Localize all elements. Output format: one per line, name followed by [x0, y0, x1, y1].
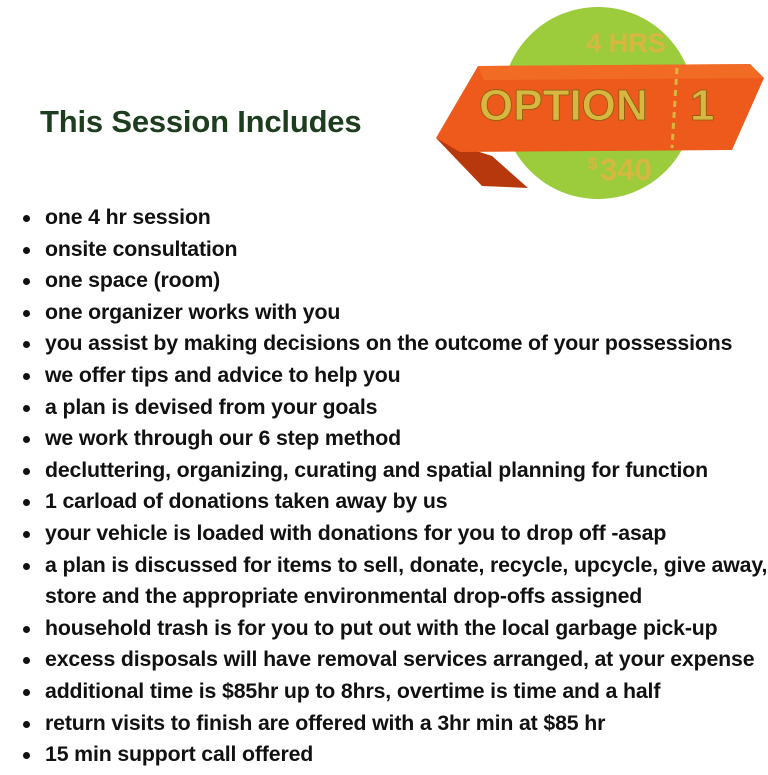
list-item: one 4 hr session: [45, 202, 768, 234]
list-item: 15 min support call offered: [45, 739, 768, 771]
list-item: 1 carload of donations taken away by us: [45, 486, 768, 518]
list-item: a plan is devised from your goals: [45, 392, 768, 424]
list-item: decluttering, organizing, curating and spatial planning for function: [45, 455, 768, 487]
ribbon-highlight: [478, 64, 764, 80]
list-item: one organizer works with you: [45, 297, 768, 329]
session-items-list: [0, 202, 768, 771]
list-item: we offer tips and advice to help you: [45, 360, 768, 392]
badge-price-symbol: $: [588, 154, 598, 173]
list-item: return visits to finish are offered with a 3hr min at $85 hr: [45, 708, 768, 740]
option-badge: [432, 6, 768, 202]
list-item: household trash is for you to put out with the local garbage pick-up: [45, 613, 768, 645]
badge-option: OPTION: [479, 81, 648, 130]
list-item: excess disposals will have removal services arranged, at your expense: [45, 644, 768, 676]
badge-price: 340: [600, 152, 652, 187]
list-item: one space (room): [45, 265, 768, 297]
badge-hours: 4 HRS: [586, 28, 666, 58]
list-item: a plan is discussed for items to sell, donate, recycle, upcycle, give away, store and the appropriate environmental drop-offs assigned: [45, 550, 768, 613]
list-item: we work through our 6 step method: [45, 423, 768, 455]
list-item: additional time is $85hr up to 8hrs, overtime is time and a half: [45, 676, 768, 708]
list-item: your vehicle is loaded with donations for you to drop off -asap: [45, 518, 768, 550]
list-item: you assist by making decisions on the outcome of your possessions: [45, 328, 768, 360]
option-badge-graphic: [432, 6, 768, 202]
page-title: This Session Includes: [40, 104, 362, 139]
badge-number: 1: [690, 81, 715, 130]
list-item: onsite consultation: [45, 234, 768, 266]
